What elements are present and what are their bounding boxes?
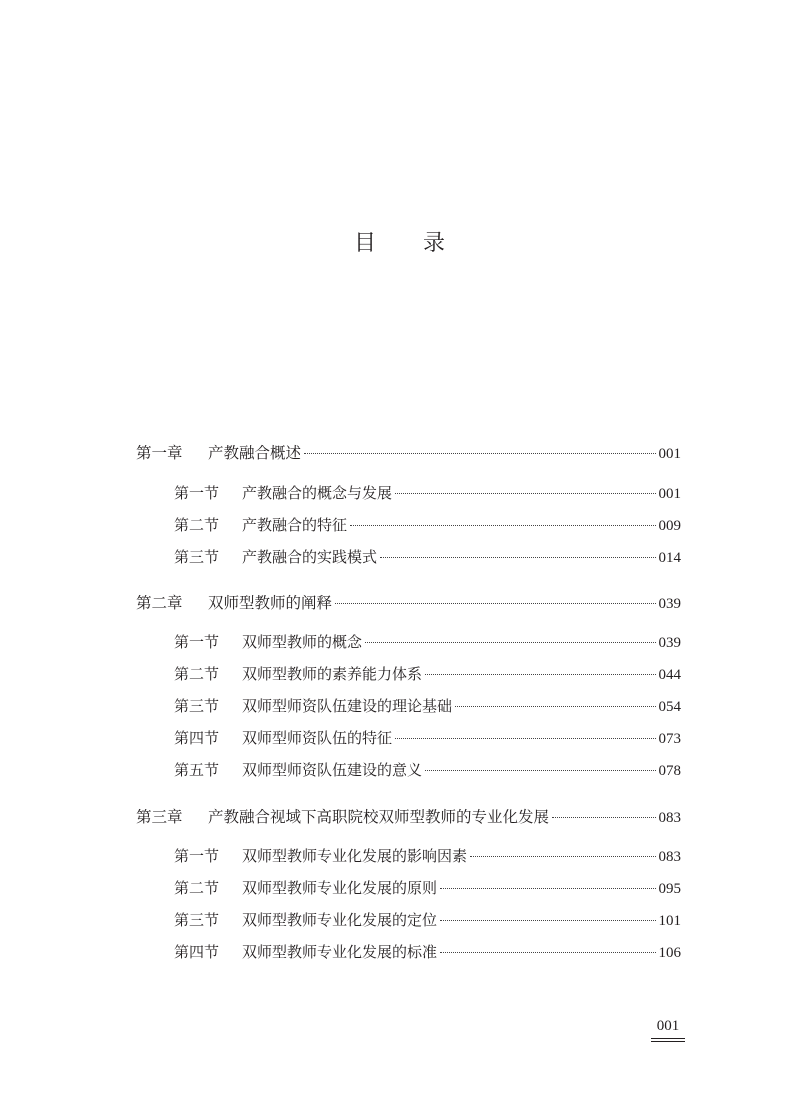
chapter-title: 产教融合视域下高职院校双师型教师的专业化发展 bbox=[208, 808, 550, 826]
section-title: 双师型教师的素养能力体系 bbox=[242, 665, 423, 683]
section-label: 第四节 bbox=[174, 943, 220, 961]
dot-leader bbox=[350, 525, 655, 526]
toc-section-3-4[interactable] bbox=[174, 941, 681, 962]
dot-leader bbox=[304, 453, 655, 454]
page-number: 083 bbox=[658, 849, 681, 865]
toc-section-3-1[interactable] bbox=[174, 845, 681, 866]
section-label: 第三节 bbox=[174, 697, 220, 715]
section-label: 第四节 bbox=[174, 729, 220, 747]
folio-page-number: 001 bbox=[656, 1018, 680, 1034]
section-label: 第二节 bbox=[174, 516, 220, 534]
toc-section-1-1[interactable] bbox=[174, 482, 681, 503]
page-number: 078 bbox=[658, 763, 681, 779]
section-label: 第二节 bbox=[174, 879, 220, 897]
section-title: 双师型师资队伍建设的理论基础 bbox=[242, 697, 453, 715]
section-label: 第一节 bbox=[174, 633, 220, 651]
page-number: 073 bbox=[658, 731, 681, 747]
dot-leader bbox=[365, 642, 655, 643]
page-number: 009 bbox=[658, 518, 681, 534]
section-title: 产教融合的概念与发展 bbox=[242, 484, 393, 502]
toc-chapter-2[interactable] bbox=[136, 591, 681, 613]
chapter-label: 第二章 bbox=[136, 594, 183, 612]
folio-rule-bottom bbox=[651, 1041, 685, 1042]
page-number: 044 bbox=[658, 667, 681, 683]
dot-leader bbox=[455, 706, 655, 707]
dot-leader bbox=[440, 952, 655, 953]
section-title: 双师型教师专业化发展的原则 bbox=[242, 879, 438, 897]
toc-section-2-1[interactable] bbox=[174, 631, 681, 652]
section-title: 双师型教师专业化发展的标准 bbox=[242, 943, 438, 961]
section-title: 产教融合的特征 bbox=[242, 516, 348, 534]
toc-section-2-4[interactable] bbox=[174, 727, 681, 748]
page-number: 101 bbox=[658, 913, 681, 929]
section-title: 双师型师资队伍建设的意义 bbox=[242, 761, 423, 779]
dot-leader bbox=[470, 856, 655, 857]
page-number: 001 bbox=[658, 486, 681, 502]
section-title: 双师型教师专业化发展的影响因素 bbox=[242, 847, 468, 865]
section-title: 双师型教师的概念 bbox=[242, 633, 363, 651]
toc-section-2-3[interactable] bbox=[174, 695, 681, 716]
toc-chapter-3[interactable] bbox=[136, 805, 681, 827]
section-label: 第二节 bbox=[174, 665, 220, 683]
toc-section-1-3[interactable] bbox=[174, 546, 681, 567]
dot-leader bbox=[395, 738, 655, 739]
page-number: 014 bbox=[658, 550, 681, 566]
chapter-title: 双师型教师的阐释 bbox=[208, 594, 333, 612]
section-label: 第一节 bbox=[174, 847, 220, 865]
toc-chapter-1[interactable] bbox=[136, 441, 681, 463]
dot-leader bbox=[440, 888, 655, 889]
chapter-label: 第三章 bbox=[136, 808, 183, 826]
dot-leader bbox=[335, 603, 655, 604]
chapter-label: 第一章 bbox=[136, 444, 183, 462]
dot-leader bbox=[425, 770, 655, 771]
toc-section-2-2[interactable] bbox=[174, 663, 681, 684]
section-label: 第三节 bbox=[174, 548, 220, 566]
section-title: 产教融合的实践模式 bbox=[242, 548, 378, 566]
page-number: 039 bbox=[658, 635, 681, 651]
dot-leader bbox=[552, 817, 655, 818]
page-number: 095 bbox=[658, 881, 681, 897]
toc-section-2-5[interactable] bbox=[174, 759, 681, 780]
page-number: 039 bbox=[658, 596, 681, 612]
dot-leader bbox=[395, 493, 655, 494]
section-label: 第五节 bbox=[174, 761, 220, 779]
section-label: 第一节 bbox=[174, 484, 220, 502]
dot-leader bbox=[380, 557, 655, 558]
toc-section-3-2[interactable] bbox=[174, 877, 681, 898]
page-number: 083 bbox=[658, 810, 681, 826]
page-title: 目 录 bbox=[354, 231, 465, 256]
toc-section-1-2[interactable] bbox=[174, 514, 681, 535]
page-number: 001 bbox=[658, 446, 681, 462]
section-label: 第三节 bbox=[174, 911, 220, 929]
section-title: 双师型师资队伍的特征 bbox=[242, 729, 393, 747]
page-number: 106 bbox=[658, 945, 681, 961]
section-title: 双师型教师专业化发展的定位 bbox=[242, 911, 438, 929]
dot-leader bbox=[425, 674, 655, 675]
dot-leader bbox=[440, 920, 655, 921]
page-number: 054 bbox=[658, 699, 681, 715]
chapter-title: 产教融合概述 bbox=[208, 444, 302, 462]
folio-rule-top bbox=[651, 1038, 685, 1039]
toc-section-3-3[interactable] bbox=[174, 909, 681, 930]
